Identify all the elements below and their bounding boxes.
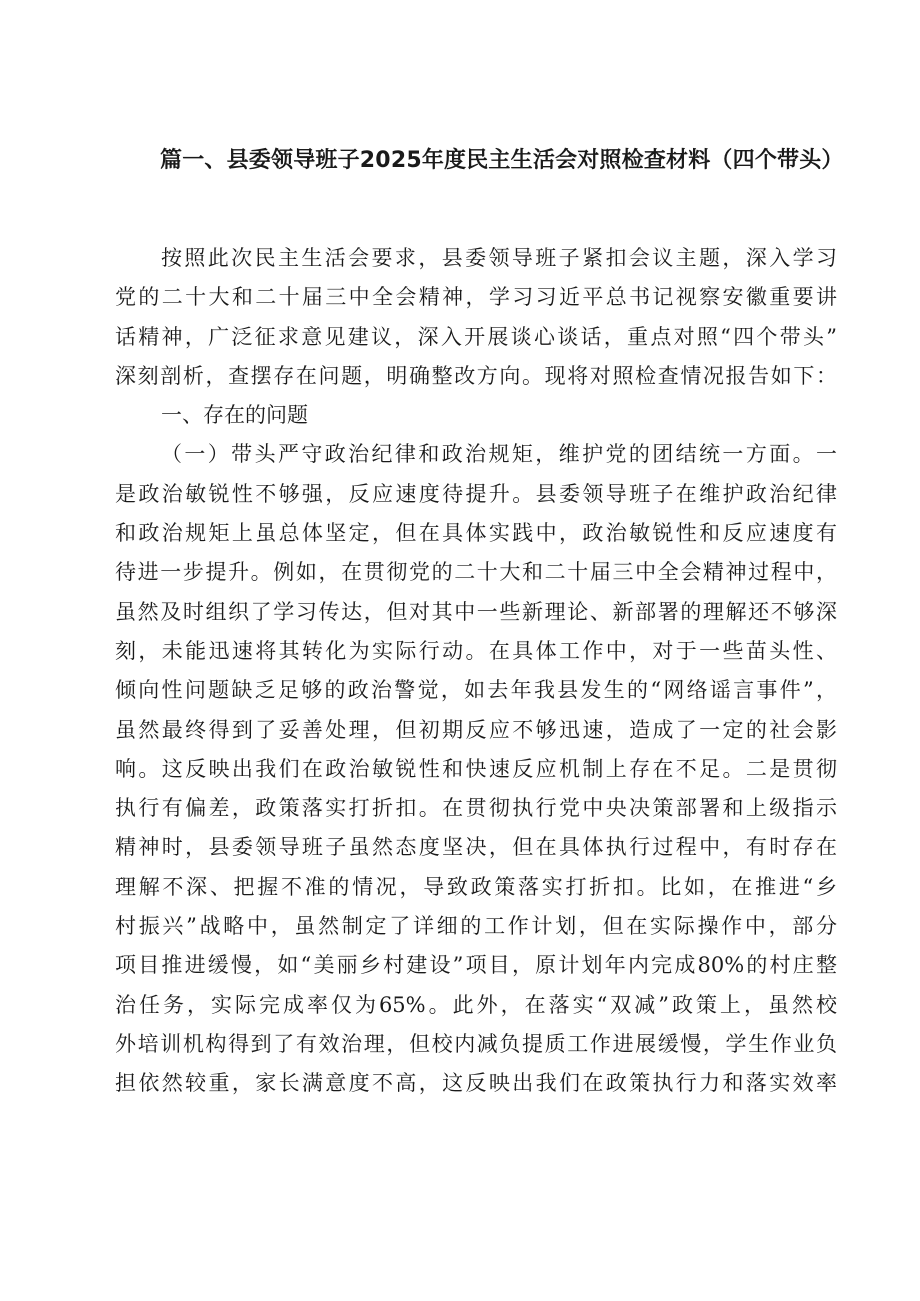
- paragraph-line: 项目推进缓慢，如“美丽乡村建设”项目，原计划年内完成80%的村庄整: [115, 953, 837, 978]
- paragraph-line: 外培训机构得到了有效治理，但校内减负提质工作进展缓慢，学生作业负: [115, 1031, 837, 1056]
- paragraph-line: 虽然及时组织了学习传达，但对其中一些新理论、新部署的理解还不够深: [115, 599, 837, 624]
- paragraph-line: 是政治敏锐性不够强，反应速度待提升。县委领导班子在维护政治纪律: [115, 481, 837, 506]
- intro-line: 按照此次民主生活会要求，县委领导班子紧扣会议主题，深入学习: [161, 246, 837, 270]
- paragraph-line: 治任务，实际完成率仅为65%。此外，在落实“双减”政策上，虽然校: [115, 992, 837, 1017]
- paragraph-line: 和政治规矩上虽总体坚定，但在具体实践中，政治敏锐性和反应速度有: [115, 521, 837, 546]
- paragraph-line: 担依然较重，家长满意度不高，这反映出我们在政策执行力和落实效率: [115, 1071, 837, 1096]
- paragraph-line: 待进一步提升。例如，在贯彻党的二十大和二十届三中全会精神过程中，: [115, 560, 837, 585]
- intro-line: 深刻剖析，查摆存在问题，明确整改方向。现将对照检查情况报告如下：: [115, 363, 837, 388]
- paragraph-line: 虽然最终得到了妥善处理，但初期反应不够迅速，造成了一定的社会影: [115, 717, 837, 742]
- paragraph-line: 刻，未能迅速将其转化为实际行动。在具体工作中，对于一些苗头性、: [115, 638, 837, 663]
- paragraph-line: 倾向性问题缺乏足够的政治警觉，如去年我县发生的“网络谣言事件”，: [115, 678, 837, 703]
- paragraph-line: （一）带头严守政治纪律和政治规矩，维护党的团结统一方面。一: [161, 442, 837, 467]
- intro-line: 党的二十大和二十届三中全会精神，学习习近平总书记视察安徽重要讲: [115, 285, 837, 310]
- section-heading: 一、存在的问题: [161, 403, 308, 428]
- paragraph-line: 村振兴”战略中，虽然制定了详细的工作计划，但在实际操作中，部分: [115, 914, 837, 939]
- document-body: [115, 239, 837, 1104]
- paragraph-line: 执行有偏差，政策落实打折扣。在贯彻执行党中央决策部署和上级指示: [115, 796, 837, 821]
- paragraph-line: 理解不深、把握不准的情况，导致政策落实打折扣。比如，在推进“乡: [115, 874, 837, 899]
- paragraph-line: 响。这反映出我们在政治敏锐性和快速反应机制上存在不足。二是贯彻: [115, 756, 837, 781]
- document-title: 篇一、县委领导班子2025年度民主生活会对照检查材料（四个带头）: [160, 148, 844, 173]
- paragraph-line: 精神时，县委领导班子虽然态度坚决，但在具体执行过程中，有时存在: [115, 835, 837, 860]
- intro-line: 话精神，广泛征求意见建议，深入开展谈心谈话，重点对照“四个带头”: [115, 324, 837, 349]
